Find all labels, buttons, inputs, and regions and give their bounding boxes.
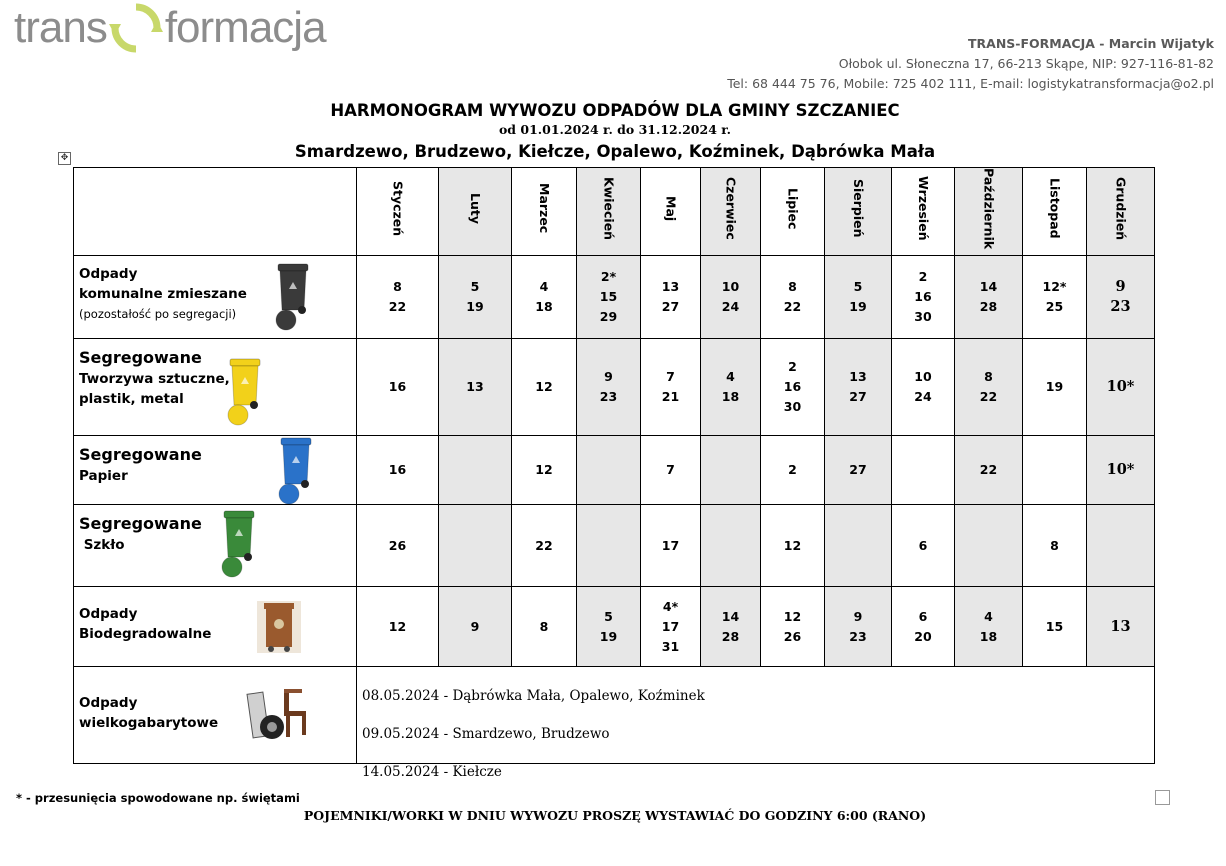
footnote: * - przesunięcia spowodowane np. świętami — [16, 791, 300, 805]
pickup-dates-cell: 5 19 — [439, 256, 512, 339]
month-name: Maj — [663, 196, 679, 222]
month-header — [357, 168, 439, 256]
pickup-dates-cell — [1023, 436, 1087, 505]
pickup-dates-cell — [439, 505, 512, 587]
waste-type-row — [74, 256, 1155, 339]
pickup-dates-cell: 14 28 — [955, 256, 1023, 339]
pickup-dates-cell: 13 — [1087, 587, 1155, 667]
month-name: Sierpień — [851, 179, 866, 238]
waste-type-cell — [74, 256, 357, 339]
waste-type-name: Szkło — [79, 537, 125, 554]
pickup-dates-cell: 8 22 — [357, 256, 439, 339]
pickup-dates-cell: 22 — [512, 505, 577, 587]
pickup-dates-cell: 10 24 — [892, 339, 955, 436]
waste-type-note: (pozostałość po segregacji) — [79, 307, 237, 322]
pickup-dates-cell: 10 24 — [701, 256, 761, 339]
pickup-dates-cell — [825, 505, 892, 587]
bulky-waste-date-line: 08.05.2024 - Dąbrówka Mała, Opalewo, Koźminek — [362, 688, 705, 705]
waste-type-label — [79, 693, 218, 733]
waste-type-cell — [74, 667, 357, 764]
month-header — [825, 168, 892, 256]
pickup-dates-cell: 9 23 — [577, 339, 641, 436]
pickup-dates-cell — [955, 505, 1023, 587]
pickup-dates-cell: 2* 15 29 — [577, 256, 641, 339]
month-name: Czerwiec — [723, 177, 739, 240]
pickup-dates-cell: 13 — [439, 339, 512, 436]
company-address: Ołobok ul. Słoneczna 17, 66-213 Skąpe, NIP: 927-116-81-82 — [838, 56, 1214, 71]
month-header — [641, 168, 701, 256]
waste-type-name: komunalne zmieszane — [79, 286, 247, 303]
pickup-dates-cell: 22 — [955, 436, 1023, 505]
waste-type-row — [74, 339, 1155, 436]
pickup-dates-cell: 6 20 — [892, 587, 955, 667]
waste-type-cell — [74, 339, 357, 436]
waste-type-cell — [74, 505, 357, 587]
blue-bin-icon — [277, 436, 317, 512]
waste-type-label — [79, 604, 211, 644]
bulky-waste-date-line: 09.05.2024 - Smardzewo, Brudzewo — [362, 726, 610, 743]
paragraph-end-marker — [1155, 790, 1170, 805]
pickup-dates-cell: 8 — [512, 587, 577, 667]
month-name: Lipiec — [785, 187, 801, 230]
month-name: Grudzień — [1113, 176, 1129, 241]
month-header — [761, 168, 825, 256]
schedule-period: od 01.01.2024 r. do 31.12.2024 r. — [498, 122, 732, 137]
waste-type-category: Segregowane — [79, 514, 202, 534]
bulky-waste-dates — [362, 677, 705, 791]
waste-type-name: Odpady — [79, 694, 138, 711]
waste-type-row — [74, 436, 1155, 505]
pickup-dates-cell: 12 26 — [761, 587, 825, 667]
pickup-dates-cell: 16 — [357, 436, 439, 505]
pickup-dates-cell: 10* — [1087, 339, 1155, 436]
pickup-dates-cell: 14 28 — [701, 587, 761, 667]
green-bin-icon — [220, 509, 260, 585]
waste-type-name: Odpady — [79, 606, 138, 623]
pickup-dates-cell — [1087, 505, 1155, 587]
month-header — [439, 168, 512, 256]
waste-type-category: Segregowane — [79, 348, 202, 368]
pickup-dates-cell: 8 — [1023, 505, 1087, 587]
document-title-block — [0, 100, 1226, 164]
waste-type-name: Odpady — [79, 266, 138, 283]
pickup-dates-cell: 12 — [512, 339, 577, 436]
company-contact: Tel: 68 444 75 76, Mobile: 725 402 111, E-mail: logistykatransformacja@o2.pl — [727, 76, 1214, 91]
month-name: Wrzesień — [916, 176, 931, 241]
company-name: TRANS-FORMACJA - Marcin Wijatyk — [968, 36, 1214, 51]
month-name: Kwiecień — [601, 177, 617, 241]
month-header — [701, 168, 761, 256]
month-name: Październik — [981, 168, 997, 250]
month-header — [955, 168, 1023, 256]
pickup-dates-cell — [701, 436, 761, 505]
waste-type-name: Biodegradowalne — [79, 626, 212, 643]
pickup-dates-cell: 12 — [761, 505, 825, 587]
pickup-dates-cell: 7 — [641, 436, 701, 505]
pickup-dates-cell: 7 21 — [641, 339, 701, 436]
pickup-dates-cell: 2 16 30 — [761, 339, 825, 436]
brown-bin-icon — [254, 599, 304, 661]
month-name: Luty — [468, 193, 483, 225]
pickup-dates-cell: 13 27 — [641, 256, 701, 339]
header-corner-cell — [74, 168, 357, 256]
pickup-dates-cell: 12* 25 — [1023, 256, 1087, 339]
schedule-table — [73, 167, 1155, 781]
pickup-dates-cell: 17 — [641, 505, 701, 587]
waste-type-cell — [74, 587, 357, 667]
logo-text-left: trans — [14, 3, 107, 52]
logo-text-right: formacja — [164, 3, 326, 52]
month-name: Listopad — [1047, 178, 1063, 239]
waste-type-label — [79, 264, 247, 324]
waste-type-category: Segregowane — [79, 445, 202, 465]
waste-type-name: Tworzywa sztuczne, — [79, 371, 230, 388]
waste-type-name: Papier — [79, 468, 128, 485]
black-bin-icon — [274, 262, 314, 338]
table-move-handle-icon[interactable]: ✥ — [58, 152, 71, 165]
waste-type-label — [79, 513, 202, 555]
waste-type-name: plastik, metal — [79, 391, 184, 408]
recycle-arrows-icon — [109, 1, 163, 55]
pickup-dates-cell: 10* — [1087, 436, 1155, 505]
document-title: HARMONOGRAM WYWOZU ODPADÓW DLA GMINY SZCZANIEC — [330, 101, 900, 120]
yellow-bin-icon — [226, 357, 266, 433]
pickup-dates-cell: 16 — [357, 339, 439, 436]
pickup-dates-cell: 2 — [761, 436, 825, 505]
pickup-dates-cell: 12 — [357, 587, 439, 667]
pickup-dates-cell: 6 — [892, 505, 955, 587]
pickup-dates-cell: 4 18 — [955, 587, 1023, 667]
month-header — [512, 168, 577, 256]
waste-type-name: wielkogabarytowe — [79, 714, 219, 731]
pickup-dates-cell — [577, 436, 641, 505]
pickup-dates-cell: 4* 17 31 — [641, 587, 701, 667]
pickup-dates-cell: 9 23 — [1087, 256, 1155, 339]
pickup-dates-cell: 26 — [357, 505, 439, 587]
pickup-dates-cell: 5 19 — [825, 256, 892, 339]
bulky-waste-dates-cell — [357, 667, 1155, 781]
company-logo — [14, 0, 326, 56]
company-info — [727, 34, 1214, 94]
waste-type-label — [79, 444, 202, 486]
pickup-dates-cell — [701, 505, 761, 587]
pickup-dates-cell: 9 — [439, 587, 512, 667]
month-header — [892, 168, 955, 256]
pickup-dates-cell: 8 22 — [955, 339, 1023, 436]
waste-type-label — [79, 347, 230, 409]
pickup-dates-cell — [577, 505, 641, 587]
pickup-dates-cell: 4 18 — [512, 256, 577, 339]
localities-list: Smardzewo, Brudzewo, Kiełcze, Opalewo, Koźminek, Dąbrówka Mała — [294, 142, 936, 161]
pickup-dates-cell: 8 22 — [761, 256, 825, 339]
month-header — [1087, 168, 1155, 256]
pickup-dates-cell — [439, 436, 512, 505]
pickup-dates-cell: 2 16 30 — [892, 256, 955, 339]
pickup-dates-cell: 12 — [512, 436, 577, 505]
month-header-row — [74, 168, 1155, 256]
month-name: Styczeń — [390, 180, 406, 237]
pickup-dates-cell: 13 27 — [825, 339, 892, 436]
pickup-dates-cell: 5 19 — [577, 587, 641, 667]
pickup-dates-cell: 27 — [825, 436, 892, 505]
waste-type-row — [74, 505, 1155, 587]
month-header — [577, 168, 641, 256]
pickup-dates-cell — [892, 436, 955, 505]
waste-type-row — [74, 587, 1155, 667]
pickup-dates-cell: 19 — [1023, 339, 1087, 436]
pickup-dates-cell: 4 18 — [701, 339, 761, 436]
bulky-waste-date-line: 14.05.2024 - Kiełcze — [362, 764, 502, 781]
bottom-note: POJEMNIKI/WORKI W DNIU WYWOZU PROSZĘ WYSTAWIAĆ DO GODZINY 6:00 (RANO) — [303, 808, 927, 823]
furniture-icon — [246, 685, 310, 749]
month-header — [1023, 168, 1087, 256]
pickup-dates-cell: 15 — [1023, 587, 1087, 667]
waste-type-cell — [74, 436, 357, 505]
pickup-dates-cell: 9 23 — [825, 587, 892, 667]
bulky-waste-row — [74, 667, 1155, 764]
month-name: Marzec — [537, 183, 552, 234]
